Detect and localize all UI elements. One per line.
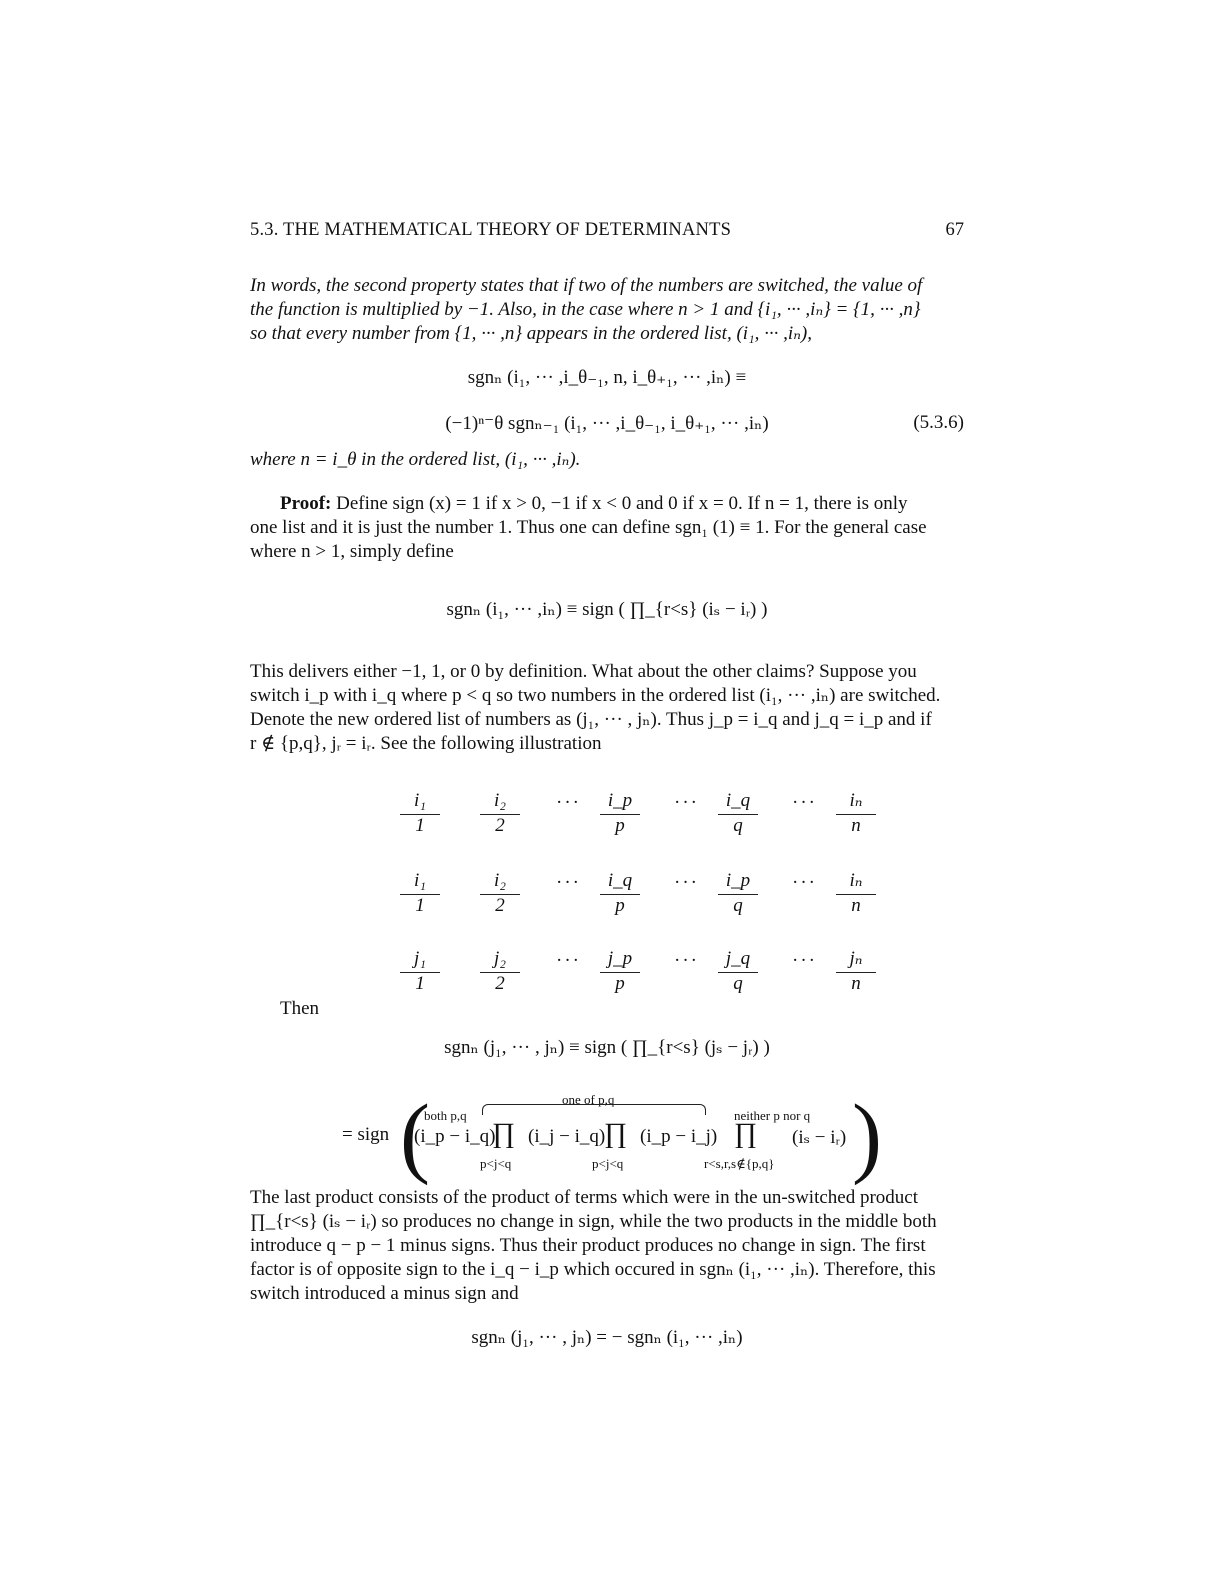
para2-line-1: This delivers either −1, 1, or 0 by definition. What about the other claims? Suppose you (250, 661, 917, 682)
para3-line-1: The last product consists of the product of terms which were in the un-switched product (250, 1187, 918, 1208)
intro-line-3: so that every number from {1, ··· ,n} appears in the ordered list, (i₁, ··· ,iₙ), (250, 323, 812, 344)
ellipsis: ··· (556, 792, 581, 813)
fraction-numerator: iₙ (849, 870, 863, 891)
term-both: (i_p − i_q) (414, 1126, 496, 1147)
fraction-numerator: i₂ (494, 790, 506, 811)
fraction-numerator: j_q (725, 948, 751, 969)
proof-paragraph (250, 492, 964, 564)
fraction-cell (716, 946, 760, 995)
intro-line-2: the function is multiplied by −1. Also, in the case where n > 1 and {i₁, ··· ,iₙ} = {1, ··· ,n} (250, 299, 921, 320)
para2-line-2: switch i_p with i_q where p < q so two numbers in the ordered list (i₁, ··· ,iₙ) are switched. (250, 685, 941, 706)
final-equation: sgnₙ (j₁, ··· , jₙ) = − sgnₙ (i₁, ··· ,iₙ) (471, 1327, 743, 1348)
fraction-numerator: i_q (607, 870, 633, 891)
fraction-denominator: 2 (495, 973, 505, 994)
section-title: 5.3. THE MATHEMATICAL THEORY OF DETERMINANTS (250, 220, 732, 240)
subscript-3: r<s,r,s∉{p,q} (704, 1156, 775, 1171)
product-symbol-3: ∏ (734, 1118, 758, 1149)
left-big-paren: ( (400, 1087, 430, 1186)
fraction-cell (478, 788, 522, 837)
fraction-numerator: iₙ (849, 790, 863, 811)
para3-line-5: switch introduced a minus sign and (250, 1283, 519, 1304)
equation-number: (5.3.6) (913, 412, 964, 433)
product-symbol-1: ∏ (492, 1118, 516, 1149)
equals-sign-prefix: = sign (342, 1124, 390, 1145)
fraction-denominator: 1 (415, 815, 425, 836)
where-line: where n = i_θ in the ordered list, (i₁, ··· ,iₙ). (250, 449, 581, 470)
fraction-numerator: i₁ (414, 790, 426, 811)
expanded-equation (342, 1087, 882, 1186)
fraction-cell (834, 946, 878, 995)
subscript-2: p<j<q (592, 1156, 624, 1171)
equation-5-3-6-line-2: (−1)ⁿ⁻θ sgnₙ₋₁ (i₁, ··· ,i_θ₋₁, i_θ₊₁, ··· ,iₙ) (445, 413, 769, 434)
fraction-denominator: q (733, 895, 743, 916)
proof-line-3: where n > 1, simply define (250, 541, 454, 562)
fraction-numerator: i₂ (494, 870, 506, 891)
definition-equation: sgnₙ (i₁, ··· ,iₙ) ≡ sign ( ∏_{r<s} (iₛ − iᵣ) ) (446, 599, 768, 620)
fraction-numerator: jₙ (849, 948, 863, 969)
product-symbol-2: ∏ (604, 1118, 628, 1149)
then-equation: sgnₙ (j₁, ··· , jₙ) ≡ sign ( ∏_{r<s} (jₛ − jᵣ) ) (444, 1037, 770, 1058)
subscript-1: p<j<q (480, 1156, 512, 1171)
ellipsis: ··· (556, 950, 581, 971)
para3-line-3: introduce q − p − 1 minus signs. Thus their product produces no change in sign. The first (250, 1235, 926, 1256)
fraction-cell (716, 788, 760, 837)
fraction-cell (834, 788, 878, 837)
fraction-cell (716, 868, 760, 917)
fraction-cell (478, 868, 522, 917)
proof-line-2: one list and it is just the number 1. Thus one can define sgn₁ (1) ≡ 1. For the general case (250, 517, 927, 538)
fraction-denominator: q (733, 815, 743, 836)
ellipsis: ··· (792, 872, 817, 893)
fraction-denominator: 2 (495, 895, 505, 916)
fraction-denominator: n (851, 895, 861, 916)
fraction-numerator: j_p (607, 948, 633, 969)
fraction-denominator: 1 (415, 895, 425, 916)
fraction-numerator: j₁ (414, 948, 426, 969)
fraction-numerator: i₁ (414, 870, 426, 891)
para3-line-4: factor is of opposite sign to the i_q − i_p which occured in sgnₙ (i₁, ··· ,iₙ). Therefore, this (250, 1259, 936, 1280)
page-number: 67 (945, 220, 964, 240)
fraction-cell (598, 868, 642, 917)
fraction-denominator: n (851, 815, 861, 836)
proof-label: Proof: (280, 493, 332, 514)
theorem-statement (250, 274, 964, 346)
right-big-paren: ) (852, 1087, 882, 1186)
intro-line-1: In words, the second property states that if two of the numbers are switched, the value of (250, 275, 923, 296)
fraction-numerator: j₂ (494, 948, 506, 969)
fraction-cell (398, 946, 442, 995)
fraction-denominator: 1 (415, 973, 425, 994)
neither-label: neither p nor q (734, 1108, 811, 1123)
term-one-b: (i_p − i_j) (640, 1126, 718, 1147)
fraction-cell (598, 788, 642, 837)
ellipsis: ··· (674, 872, 699, 893)
ellipsis: ··· (556, 872, 581, 893)
para3-line-2: ∏_{r<s} (iₛ − iᵣ) so produces no change in sign, while the two products in the middle both (250, 1211, 937, 1232)
para2-line-3: Denote the new ordered list of numbers as (j₁, ··· , jₙ). Thus j_p = i_q and j_q = i_p and if (250, 709, 932, 730)
ellipsis: ··· (792, 792, 817, 813)
fraction-cell (398, 868, 442, 917)
then-label: Then (280, 998, 320, 1019)
ellipsis: ··· (674, 792, 699, 813)
fraction-cell (398, 788, 442, 837)
ellipsis: ··· (792, 950, 817, 971)
overbrace (482, 1104, 706, 1115)
fraction-denominator: p (615, 895, 625, 916)
one-of-label: one of p,q (562, 1092, 615, 1107)
ellipsis: ··· (674, 950, 699, 971)
para2-line-4: r ∉ {p,q}, jᵣ = iᵣ. See the following illustration (250, 733, 602, 754)
fraction-cell (598, 946, 642, 995)
conclusion-paragraph (250, 1186, 964, 1306)
term-one-a: (i_j − i_q) (528, 1126, 606, 1147)
switch-paragraph (250, 660, 964, 756)
fraction-numerator: i_p (725, 870, 751, 891)
proof-line-1: Define sign (x) = 1 if x > 0, −1 if x < 0 and 0 if x = 0. If n = 1, there is only (336, 493, 908, 514)
fraction-cell (478, 946, 522, 995)
fraction-denominator: n (851, 973, 861, 994)
fraction-denominator: 2 (495, 815, 505, 836)
fraction-numerator: i_q (725, 790, 751, 811)
term-neither: (iₛ − iᵣ) (792, 1127, 847, 1148)
fraction-numerator: i_p (607, 790, 633, 811)
fraction-denominator: p (615, 815, 625, 836)
both-label: both p,q (424, 1108, 467, 1123)
equation-5-3-6-line-1: sgnₙ (i₁, ··· ,i_θ₋₁, n, i_θ₊₁, ··· ,iₙ) ≡ (467, 367, 747, 388)
fraction-cell (834, 868, 878, 917)
fraction-denominator: p (615, 973, 625, 994)
fraction-denominator: q (733, 973, 743, 994)
